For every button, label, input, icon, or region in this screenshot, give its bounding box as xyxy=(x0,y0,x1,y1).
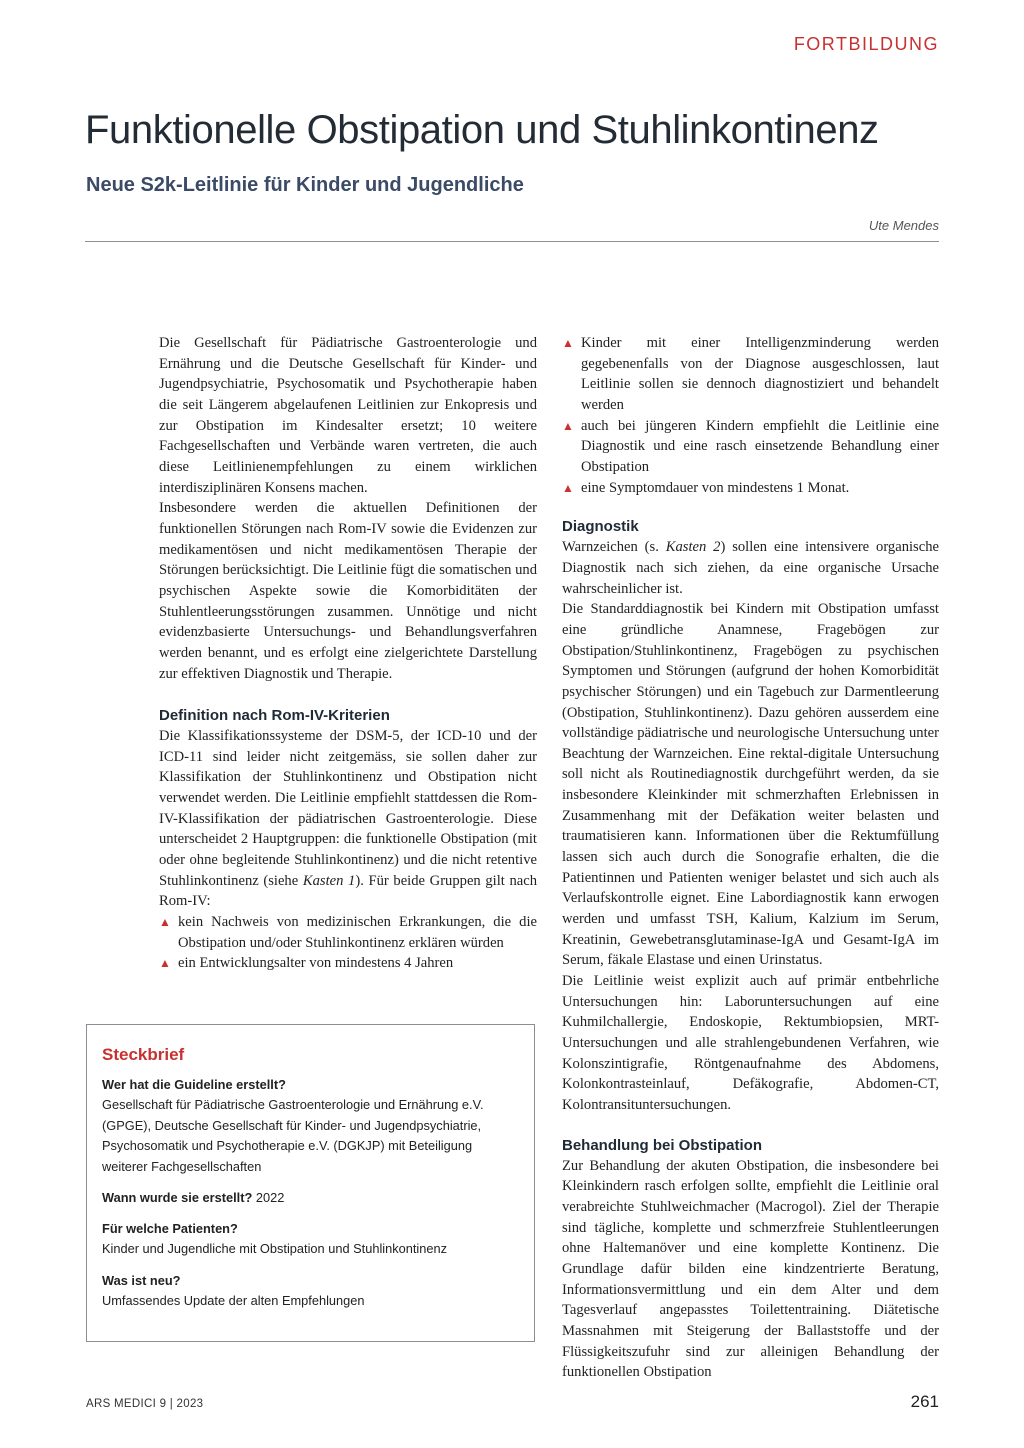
criteria-list-continued xyxy=(562,333,939,498)
criteria-list xyxy=(159,912,537,974)
list-item: ▲ eine Symptomdauer von mindestens 1 Monat. xyxy=(562,478,939,499)
header-divider xyxy=(85,241,939,242)
triangle-bullet-icon: ▲ xyxy=(159,915,171,930)
list-item: ▲ Kinder mit einer Intelligenzminderung werden gegebenenfalls von der Diagnose ausgeschlossen, laut Leitlinie sollen sie dennoch diagnostiziert und behandelt werden xyxy=(562,335,939,413)
diagnostik-paragraph-2: Die Standarddiagnostik bei Kindern mit Obstipation umfasst eine gründliche Anamnese, Fragebögen zur Obstipation/Stuhlinkontinenz, Fragebögen zu psychischen Symptomen und Störungen (aufgrund der hohen Komorbidität psychischer Störungen) und ein Tagebuch zur Darmentleerung (Obstipation, Stuhlinkontinenz). Dazu gehören ausserdem eine vollständige pädiatrische und neurologische Untersuchung unter Beachtung der Warnzeichen. Eine rektal-digitale Untersuchung soll nicht als Routinediagnostik durchgeführt werden, da sie insbesondere Kleinkinder mit schmerzhaften Erlebnissen in Zusammenhang mit der Defäkation weiter belasten und traumatisieren kann. Informationen über die Rektumfüllung lassen sich auch durch die Sonografie erhalten, die die Patientinnen und Patienten weniger belastet und sich auch als Verlaufskontrolle eignet. Eine Labordiagnostik kann erwogen werden und umfasst TSH, Kalium, Kalzium im Serum, Kreatinin, Gewebetransglutaminase-IgA und Gesamt-IgA im Serum, fäkale Elastase und einen Urinstatus. xyxy=(562,601,939,969)
steckbrief-answer: Kinder und Jugendliche mit Obstipation und Stuhlinkontinenz xyxy=(102,1241,448,1256)
definition-paragraph: Die Klassifikationssysteme der DSM-5, der ICD-10 und der ICD-11 sind leider nicht zeitgemäss, sie sollen daher zur Klassifikation der Stuhlinkontinenz und Obstipation nicht verwendet werden. Die Leitlinie empfiehlt stattdessen die Rom-IV-Klassifikation der pädiatrischen Gastroenterologie. Diese unterscheidet 2 Hauptgruppen: die funktionelle Obstipation (mit oder ohne begleitende Stuhlinkontinenz) und die nicht retentive Stuhlinkontinenz (siehe Kasten 1). Für beide Gruppen gilt nach Rom-IV: xyxy=(159,728,538,910)
triangle-bullet-icon: ▲ xyxy=(562,336,574,350)
article-title: Funktionelle Obstipation und Stuhlinkontinenz xyxy=(85,108,879,152)
steckbrief-item xyxy=(102,1075,520,1177)
behandlung-heading: Behandlung bei Obstipation xyxy=(562,1136,762,1154)
triangle-bullet-icon: ▲ xyxy=(562,480,574,495)
steckbrief-answer: Umfassendes Update der alten Empfehlungen xyxy=(102,1292,365,1308)
intro-paragraph-2: Insbesondere werden die aktuellen Definitionen der funktionellen Störungen nach Rom-IV sowie die Evidenzen zur medikamentösen und nicht medikamentösen Therapie der Störungen berücksichtigt. Die Leitlinie fügt die somatischen und psychischen Aspekte sowie die Komorbiditäten der Stuhlentleerungsstörungen zusammen. Unnötige und nicht evidenzbasierte Untersuchungs- und Behandlungsverfahren werden benannt, und es erfolgt eine zielgerichtete Darstellung zur effektiven Diagnostik und Therapie. xyxy=(159,500,537,682)
steckbrief-question: Was ist neu? xyxy=(102,1272,181,1288)
steckbrief-item xyxy=(102,1271,520,1312)
steckbrief-answer: 2022 xyxy=(255,1190,285,1205)
diagnostik-paragraph-3: Die Leitlinie weist explizit auch auf primär entbehrliche Untersuchungen hin: Laboruntersuchungen auf eine Kuhmilchallergie, Endoskopie, Rektumbiopsien, MRT-Untersuchungen und alle strahlengebundenen Verfahren, wie Kolonszintigrafie, Röntgenaufnahme des Abdomens, Kolonkontrasteinlauf, Defäkografie, Abdomen-CT, Kolontransituntersuchungen. xyxy=(562,973,939,1113)
intro-paragraph: Die Gesellschaft für Pädiatrische Gastroenterologie und Ernährung und die Deutsche Gesellschaft für Kinder- und Jugendpsychiatrie, Psychosomatik und Psychotherapie haben die seit Längerem abgelaufenen Leitlinien zur Enkopresis und zur Obstipation im Kindesalter ersetzt; 10 weitere Fachgesellschaften und Verbände waren vertreten, die auch diese Leitlinienempfehlungen zu einem wirklichen interdisziplinären Konsens machen. xyxy=(159,335,537,496)
steckbrief-question: Wann wurde sie erstellt? 2022 xyxy=(102,1190,285,1205)
article-subtitle: Neue S2k-Leitlinie für Kinder und Jugendliche xyxy=(86,174,524,196)
box-reference: Kasten 2 xyxy=(665,539,721,556)
page-number: 261 xyxy=(910,1392,939,1411)
diagnostik-paragraph: Warnzeichen (s. Kasten 2) sollen eine intensivere organische Diagnostik nach sich ziehen, da eine organische Ursache wahrscheinlicher ist. xyxy=(562,539,939,597)
right-column xyxy=(562,333,939,1383)
triangle-bullet-icon: ▲ xyxy=(159,956,171,971)
steckbrief-question: Wer hat die Guideline erstellt? xyxy=(102,1077,286,1092)
left-column xyxy=(159,333,537,974)
diagnostik-heading: Diagnostik xyxy=(562,518,639,536)
triangle-bullet-icon: ▲ xyxy=(562,418,574,433)
author-name: Ute Mendes xyxy=(868,218,939,233)
steckbrief-question: Für welche Patienten? xyxy=(102,1221,238,1236)
box-reference: Kasten 1 xyxy=(302,872,356,889)
section-label: FORTBILDUNG xyxy=(793,34,939,54)
list-item: ▲ auch bei jüngeren Kindern empfiehlt die Leitlinie eine Diagnostik und eine rasch einsetzende Behandlung einer Obstipation xyxy=(562,417,939,475)
definition-heading: Definition nach Rom-IV-Kriterien xyxy=(159,707,390,725)
steckbrief-answer: Gesellschaft für Pädiatrische Gastroenterologie und Ernährung e.V. (GPGE), Deutsche Gesellschaft für Kinder- und Jugendpsychiatrie, Psychosomatik und Psychotherapie e.V. (DGKJP) mit Beteiligung weiterer Fachgesellschaften xyxy=(102,1097,484,1174)
steckbrief-item xyxy=(102,1188,520,1208)
behandlung-paragraph: Zur Behandlung der akuten Obstipation, die insbesondere bei Kleinkindern rasch erfolgen sollte, empfiehlt die Leitlinie oral verabreichte Stuhlweichmacher (Macrogol). Ziel der Therapie sind tägliche, komplette und schmerzfreie Stuhlentleerungen ohne Haltemanöver und eine komplette Kontinenz. Die Grundlage dafür bilden eine kindzentrierte Beratung, Informationsvermittlung und ein dem Alter und dem Tagesverlauf angepasstes Toilettentraining. Diätetische Massnahmen mit Steigerung der Ballaststoffe und der Flüssigkeitszufuhr sind zur alleinigen Behandlung der funktionellen Obstipation xyxy=(562,1157,939,1381)
steckbrief-box xyxy=(86,1024,535,1342)
journal-footer: ARS MEDICI 9 | 2023 xyxy=(86,1398,204,1410)
steckbrief-item xyxy=(102,1219,520,1260)
steckbrief-title: Steckbrief xyxy=(102,1045,185,1064)
list-item: ▲ kein Nachweis von medizinischen Erkrankungen, die die Obstipation und/oder Stuhlinkontinenz erklären würden xyxy=(159,914,537,951)
list-item: ▲ ein Entwicklungsalter von mindestens 4 Jahren xyxy=(159,953,537,974)
